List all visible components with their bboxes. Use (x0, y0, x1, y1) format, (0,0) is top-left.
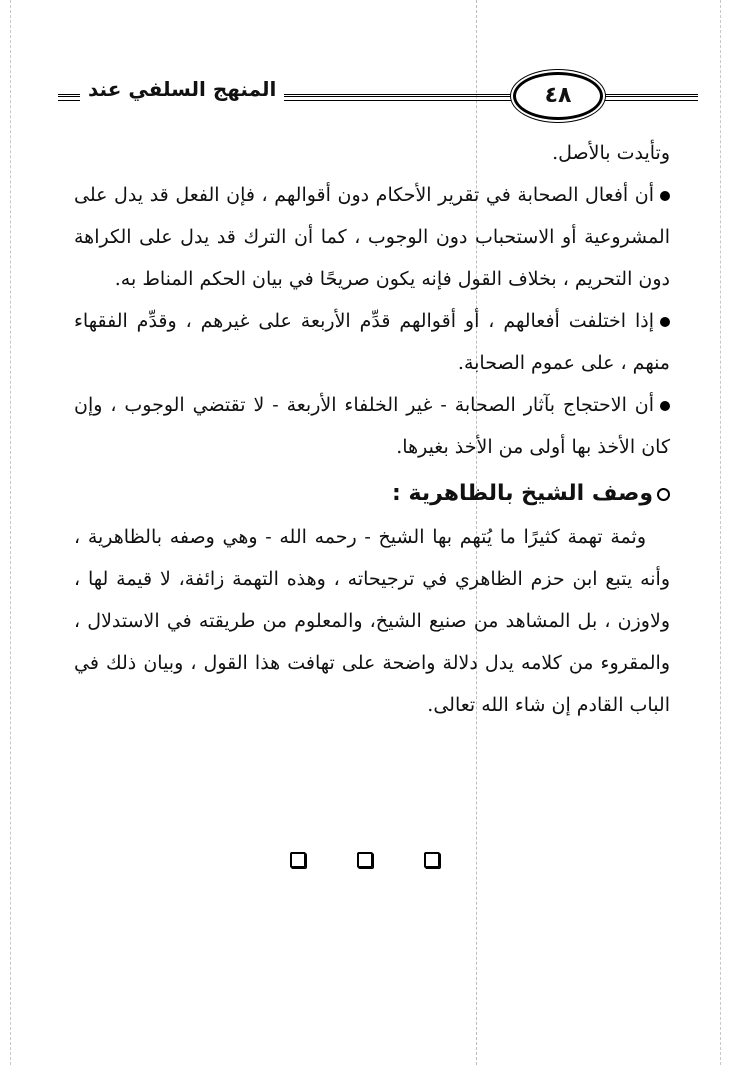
paragraph-text: أن الاحتجاج بآثار الصحابة - غير الخلفاء الأربعة - لا تقتضي الوجوب ، وإن كان الأخذ بها أولى من الأخذ بغيرها. (74, 394, 670, 458)
bullet-paragraph (74, 174, 670, 300)
running-title: المنهج السلفي عند (80, 77, 284, 101)
bullet-icon (660, 191, 670, 201)
paragraph-text: وتأيدت بالأصل. (552, 142, 670, 164)
square-ornament-icon (290, 852, 306, 868)
paragraph-text: أن أفعال الصحابة في تقرير الأحكام دون أقوالهم ، فإن الفعل قد يدل على المشروعية أو الاستحباب دون الوجوب ، كما أن الترك قد يدل على الكراهة دون التحريم ، بخلاف القول فإنه يكون صريحًا في بيان الحكم المناط به. (74, 184, 670, 290)
scan-guide-line (720, 0, 721, 1065)
page-number: ٤٨ (513, 72, 603, 120)
square-ornament-icon (357, 852, 373, 868)
page-header (58, 68, 698, 124)
bullet-paragraph (74, 300, 670, 384)
paragraph-continuation (74, 132, 670, 174)
square-ornament-icon (424, 852, 440, 868)
bullet-icon (660, 401, 670, 411)
section-heading (74, 472, 670, 516)
end-ornament (290, 852, 440, 868)
paragraph-text: وثمة تهمة كثيرًا ما يُتهم بها الشيخ - رحمه الله - وهي وصفه بالظاهرية ، وأنه يتبع ابن حزم الظاهري في ترجيحاته ، وهذه التهمة زائفة، لا قيمة لها ، ولاوزن ، بل المشاهد من صنيع الشيخ، والمعلوم من طريقته في الاستدلال ، والمقروء من كلامه يدل دلالة واضحة على تهافت هذا القول ، وبيان ذلك في الباب القادم إن شاء الله تعالى. (74, 526, 670, 716)
section-heading-text: وصف الشيخ بالظاهرية : (392, 481, 653, 506)
scan-guide-line (10, 0, 11, 1065)
section-paragraph (74, 516, 670, 726)
page-body (74, 132, 670, 726)
paragraph-text: إذا اختلفت أفعالهم ، أو أقوالهم قدِّم الأربعة على غيرهم ، وقدِّم الفقهاء منهم ، على عموم الصحابة. (74, 310, 670, 374)
bullet-icon (660, 317, 670, 327)
hollow-bullet-icon (657, 488, 670, 501)
bullet-paragraph (74, 384, 670, 468)
